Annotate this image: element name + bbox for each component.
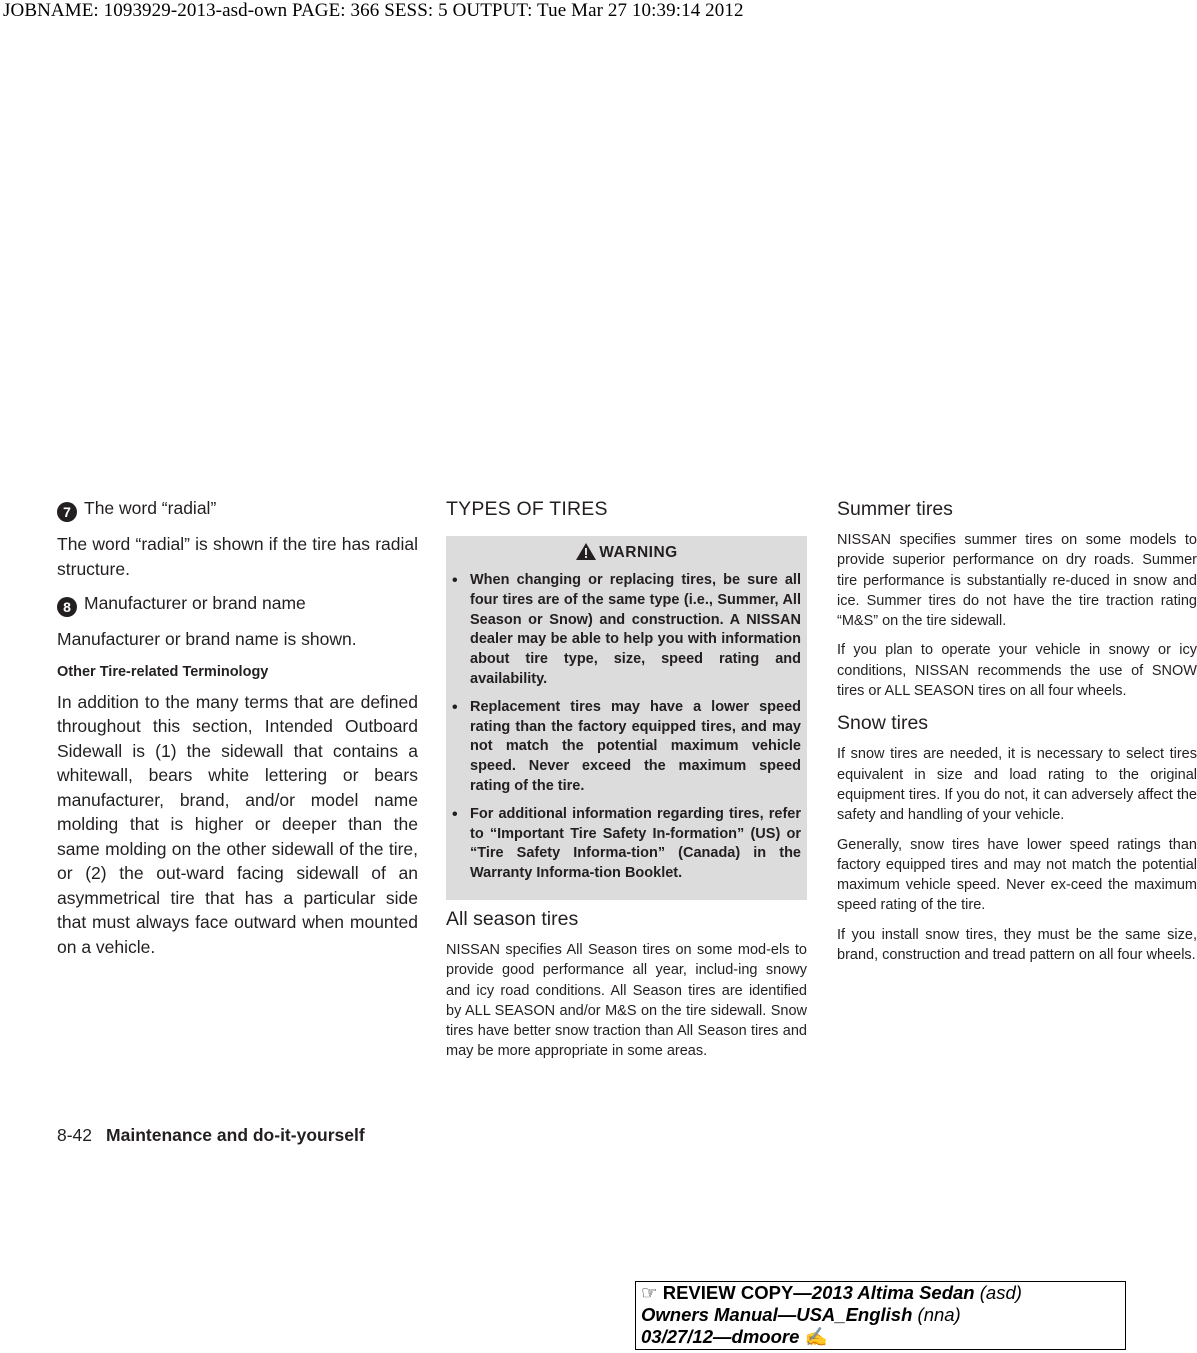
review-manual-code: (nna): [912, 1304, 961, 1325]
review-manual-title: Owners Manual—USA_English: [641, 1304, 913, 1325]
terminology-text: In addition to the many terms that are defined throughout this section, Intended Outboard Sidewall is (1) the sidewall that contains a whitewall, bears white lettering or bears manufacturer, brand, and/or model name molding that is higher or deeper than the same molding on the other sidewall of the tire, or (2) the out-ward facing sidewall of an asymmetrical tire that has a particular side that must always face outward when mounted on a vehicle.: [57, 691, 418, 957]
snow-tires-text-1: If snow tires are needed, it is necessary to select tires equivalent in size and load rating to the original equipment tires. If you do not, it can adversely affect the safety and handling of your vehicle.: [837, 746, 1197, 824]
review-line-1: [641, 1282, 1125, 1304]
review-prefix: REVIEW COPY—: [662, 1282, 812, 1303]
pointing-hand-icon: ☞: [641, 1282, 658, 1303]
page-number: 8-42: [57, 1125, 93, 1145]
review-line-3: [641, 1326, 1125, 1348]
warning-box: [446, 536, 807, 900]
item-8-title: Manufacturer or brand name: [84, 593, 306, 613]
terminology-subheading: Other Tire-related Terminology: [57, 663, 269, 680]
item-8-heading: [57, 591, 418, 617]
review-line-2: [641, 1304, 1125, 1326]
warning-triangle-icon: [575, 542, 597, 561]
snow-tires-text-3: If you install snow tires, they must be the same size, brand, construction and tread pattern on all four wheels.: [837, 926, 1197, 964]
item-7-title: The word “radial”: [84, 498, 217, 518]
column-3: [837, 496, 1197, 974]
summer-tires-text-2: If you plan to operate your vehicle in snowy or icy conditions, NISSAN recommends the use of SNOW tires or ALL SEASON tires on all four wheels.: [837, 642, 1197, 700]
circled-number-8: 8: [57, 597, 77, 617]
item-8-text: Manufacturer or brand name is shown.: [57, 629, 357, 649]
section-title: Maintenance and do-it-yourself: [106, 1125, 365, 1145]
circled-number-7: 7: [57, 502, 77, 522]
warning-list: [452, 571, 801, 884]
all-season-heading: All season tires: [446, 907, 579, 930]
warning-label: WARNING: [599, 544, 678, 561]
review-vehicle-code: (asd): [974, 1282, 1022, 1303]
writing-hand-icon: ✍: [804, 1326, 828, 1347]
review-vehicle-title: 2013 Altima Sedan: [811, 1282, 975, 1303]
job-header: JOBNAME: 1093929-2013-asd-own PAGE: 366 SESS: 5 OUTPUT: Tue Mar 27 10:39:14 2012: [3, 0, 744, 21]
item-7-text: The word “radial” is shown if the tire has radial structure.: [57, 534, 418, 579]
snow-tires-text-2: Generally, snow tires have lower speed ratings than factory equipped tires and may not match the potential maximum vehicle speed. Never ex-ceed the maximum speed rating of the tire.: [837, 836, 1197, 914]
types-of-tires-heading: TYPES OF TIRES: [446, 498, 608, 520]
warning-item: • When changing or replacing tires, be sure all four tires are of the same type (i.e., Summer, All Season or Snow) and construction. A NISSAN dealer may be able to help you with information about tire type, size, speed rating and availability.: [452, 571, 801, 690]
item-7-heading: [57, 496, 418, 522]
review-copy-box: [635, 1281, 1126, 1350]
warning-title: [452, 542, 801, 563]
column-1: [57, 496, 418, 969]
page-footer: [57, 1125, 365, 1146]
summer-tires-text-1: NISSAN specifies summer tires on some models to provide superior performance on dry roads. Summer tire performance is substantially re-duced in snow and ice. Summer tires do not have the tire traction rating “M&S” on the tire sidewall.: [837, 532, 1197, 630]
review-date-author: 03/27/12—dmoore: [641, 1326, 800, 1347]
column-2: [446, 496, 807, 1071]
warning-item: • Replacement tires may have a lower speed rating than the factory equipped tires, and may not match the potential maximum vehicle speed. Never exceed the maximum speed rating of the tire.: [452, 698, 801, 797]
summer-tires-heading: Summer tires: [837, 498, 953, 520]
snow-tires-heading: Snow tires: [837, 712, 929, 735]
warning-item: • For additional information regarding tires, refer to “Important Tire Safety In-formation” (US) or “Tire Safety Informa-tion” (Canada) in the Warranty Informa-tion Booklet.: [452, 805, 801, 884]
all-season-text: NISSAN specifies All Season tires on some mod-els to provide good performance all year, includ-ing snowy and icy road conditions. All Season tires are identified by ALL SEASON and/or M&S on the tire sidewall. Snow tires have better snow traction than All Season tires and may be more appropriate in some areas.: [446, 941, 807, 1060]
